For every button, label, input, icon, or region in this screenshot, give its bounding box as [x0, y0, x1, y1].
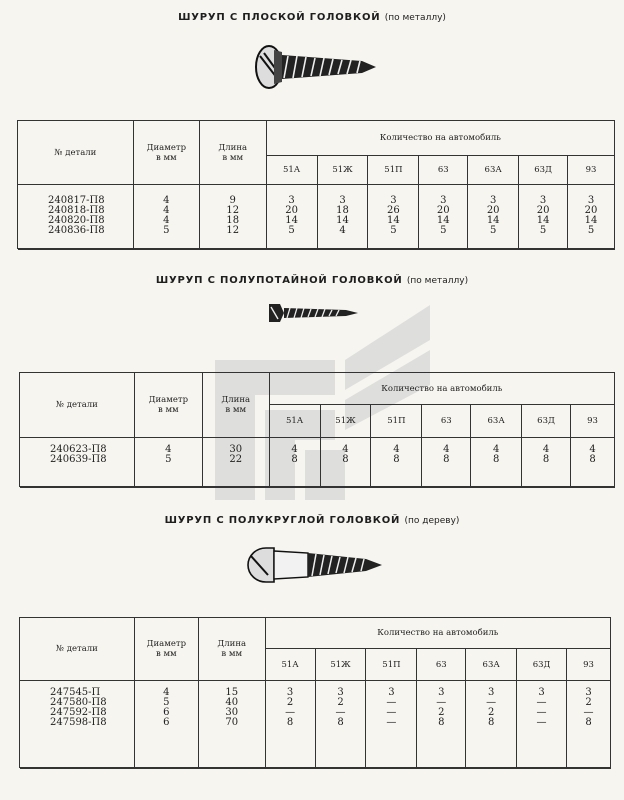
header-model: 51Ж: [317, 156, 368, 185]
quantity-column: 3 — — —: [366, 681, 417, 768]
diameter-column: 4 5: [134, 438, 202, 487]
header-model: 63А: [471, 405, 522, 438]
section-title: [0, 515, 624, 526]
quantity-column: 3 20 14 5: [468, 185, 519, 249]
quantity-column: 4 8: [371, 438, 422, 487]
header-model: 93: [571, 405, 615, 438]
part-number-column: 240817-П8 240818-П8 240820-П8 240836-П8: [18, 185, 134, 249]
header-model: 51А: [265, 649, 315, 681]
section-title-note: (по металлу): [406, 276, 469, 286]
quantity-column: 3 2 — 8: [265, 681, 315, 768]
header-diameter: Диаметр в мм: [134, 618, 198, 681]
header-model: 63А: [468, 156, 519, 185]
section-title-text: ШУРУП С ПЛОСКОЙ ГОЛОВКОЙ: [178, 12, 381, 23]
quantity-column: 4 8: [522, 438, 571, 487]
header-model: 51П: [368, 156, 419, 185]
length-column: 15 40 30 70: [198, 681, 265, 768]
section-title-note: (по металлу): [384, 13, 446, 23]
parts-table-round-head: [19, 617, 611, 769]
quantity-column: 4 8: [422, 438, 471, 487]
quantity-column: 3 20 14 5: [568, 185, 615, 249]
header-model: 63: [419, 156, 468, 185]
header-model: 51А: [266, 156, 317, 185]
header-part-number: № детали: [20, 373, 135, 438]
header-quantity: Количество на автомобиль: [266, 121, 614, 156]
round-head-screw-icon: [246, 545, 386, 585]
quantity-column: 3 20 14 5: [266, 185, 317, 249]
quantity-column: 4 8: [471, 438, 522, 487]
quantity-column: 4 8: [269, 438, 320, 487]
header-diameter: Диаметр в мм: [133, 121, 199, 185]
diameter-column: 4 4 4 5: [133, 185, 199, 249]
header-model: 63: [422, 405, 471, 438]
header-model: 63Д: [517, 649, 567, 681]
header-diameter: Диаметр в мм: [134, 373, 202, 438]
part-number-column: 240623-П8 240639-П8: [20, 438, 135, 487]
quantity-column: 4 8: [571, 438, 615, 487]
quantity-column: 3 18 14 4: [317, 185, 368, 249]
header-model: 51Ж: [320, 405, 371, 438]
header-model: 51А: [269, 405, 320, 438]
quantity-column: 3 2 — 8: [567, 681, 611, 768]
diameter-column: 4 5 6 6: [134, 681, 198, 768]
header-part-number: № детали: [20, 618, 135, 681]
countersunk-screw-icon: [266, 300, 361, 326]
quantity-column: 3 26 14 5: [368, 185, 419, 249]
part-number-column: 247545-П 247580-П8 247592-П8 247598-П8: [20, 681, 135, 768]
length-column: 9 12 18 12: [199, 185, 266, 249]
quantity-column: 3 20 14 5: [519, 185, 568, 249]
section-title: [0, 12, 624, 23]
section-title-text: ШУРУП С ПОЛУПОТАЙНОЙ ГОЛОВКОЙ: [155, 275, 403, 286]
quantity-column: 3 — 2 8: [466, 681, 517, 768]
header-model: 51П: [366, 649, 417, 681]
table-body: [18, 185, 615, 249]
header-quantity: Количество на автомобиль: [269, 373, 614, 405]
quantity-column: 4 8: [320, 438, 371, 487]
parts-table-flat-head: [17, 120, 615, 250]
quantity-column: 3 — — —: [517, 681, 567, 768]
parts-table-countersunk-head: [19, 372, 615, 488]
header-model: 63Д: [522, 405, 571, 438]
header-length: Длина в мм: [202, 373, 269, 438]
header-model: 63: [417, 649, 466, 681]
header-model: 93: [568, 156, 615, 185]
header-part-number: № детали: [18, 121, 134, 185]
header-model: 51Ж: [315, 649, 366, 681]
flat-head-screw-icon: [252, 42, 382, 92]
quantity-column: 3 2 — 8: [315, 681, 366, 768]
header-model: 51П: [371, 405, 422, 438]
table-body: [20, 681, 611, 768]
quantity-column: 3 — 2 8: [417, 681, 466, 768]
table-body: [20, 438, 615, 487]
header-quantity: Количество на автомобиль: [265, 618, 610, 649]
quantity-column: 3 20 14 5: [419, 185, 468, 249]
header-length: Длина в мм: [198, 618, 265, 681]
section-title-note: (по дереву): [404, 516, 460, 526]
header-model: 63А: [466, 649, 517, 681]
header-model: 63Д: [519, 156, 568, 185]
header-length: Длина в мм: [199, 121, 266, 185]
section-title-text: ШУРУП С ПОЛУКРУГЛОЙ ГОЛОВКОЙ: [164, 515, 401, 526]
section-title: [0, 275, 624, 286]
length-column: 30 22: [202, 438, 269, 487]
header-model: 93: [567, 649, 611, 681]
